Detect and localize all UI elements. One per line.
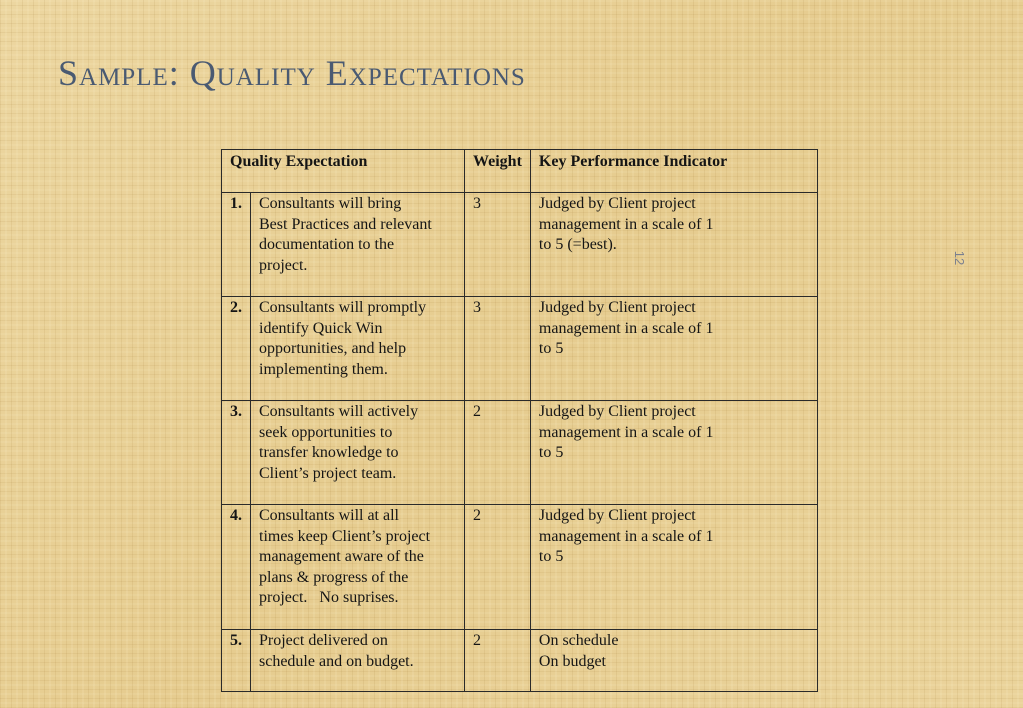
row-number: 5. [222,630,251,692]
page-number: 12 [952,250,967,266]
kpi-cell [530,505,817,630]
kpi-cell [530,297,817,401]
kpi-line: Judged by Client project [538,507,696,524]
expectation-line: Project delivered on [259,632,388,649]
expectation-cell [251,505,465,630]
kpi-line: Judged by Client project [538,403,696,420]
kpi-line: to 5 [538,340,564,357]
kpi-line: management in a scale of 1 [538,215,714,233]
expectation-line: project. No suprises. [259,589,399,606]
expectation-line: Consultants will bring [259,195,402,212]
row-number: 2. [222,297,251,401]
row-number: 3. [222,401,251,505]
slide-title: Sample: Quality Expectations [58,53,526,93]
expectation-line: Consultants will promptly [259,299,427,316]
kpi-line: Judged by Client project [538,195,696,212]
expectation-line: seek opportunities to [259,423,393,441]
header-quality-expectation: Quality Expectation [222,150,465,193]
expectation-line: opportunities, and help [259,340,407,357]
expectation-line: times keep Client’s project [259,527,431,545]
table-row [222,505,818,630]
expectation-line: Client’s project team. [259,464,397,482]
expectation-line: transfer knowledge to [259,444,399,461]
kpi-line: management in a scale of 1 [538,319,714,337]
kpi-cell [530,401,817,505]
weight-cell: 2 [465,630,531,692]
kpi-cell [530,193,817,297]
table-header-row [222,150,818,193]
expectation-line: project. [259,256,308,274]
expectation-line: Consultants will at all [259,507,399,524]
kpi-line: to 5 [538,444,564,461]
expectation-line: management aware of the [259,548,424,565]
expectation-line: implementing them. [259,360,388,378]
row-number: 4. [222,505,251,630]
weight-cell: 3 [465,193,531,297]
expectation-line: schedule and on budget. [259,652,414,670]
table-row [222,630,818,692]
expectation-cell [251,297,465,401]
kpi-line: Judged by Client project [538,299,696,316]
expectation-line: identify Quick Win [259,319,383,337]
expectation-line: Consultants will actively [259,403,419,420]
weight-cell: 3 [465,297,531,401]
kpi-cell [530,630,817,692]
kpi-line: On schedule [538,632,619,649]
expectation-cell [251,401,465,505]
expectation-line: documentation to the [259,236,395,253]
quality-expectations-table [221,149,818,692]
expectation-cell [251,193,465,297]
kpi-line: management in a scale of 1 [538,423,714,441]
table-row [222,193,818,297]
weight-cell: 2 [465,401,531,505]
row-number: 1. [222,193,251,297]
expectation-line: plans & progress of the [259,568,409,586]
weight-cell: 2 [465,505,531,630]
expectation-line: Best Practices and relevant [259,215,432,233]
kpi-line: to 5 (=best). [538,236,617,253]
header-weight: Weight [465,150,531,193]
kpi-line: On budget [538,652,606,670]
table-row [222,297,818,401]
kpi-line: management in a scale of 1 [538,527,714,545]
header-kpi: Key Performance Indicator [530,150,817,193]
table-row [222,401,818,505]
kpi-line: to 5 [538,548,564,565]
expectation-cell [251,630,465,692]
